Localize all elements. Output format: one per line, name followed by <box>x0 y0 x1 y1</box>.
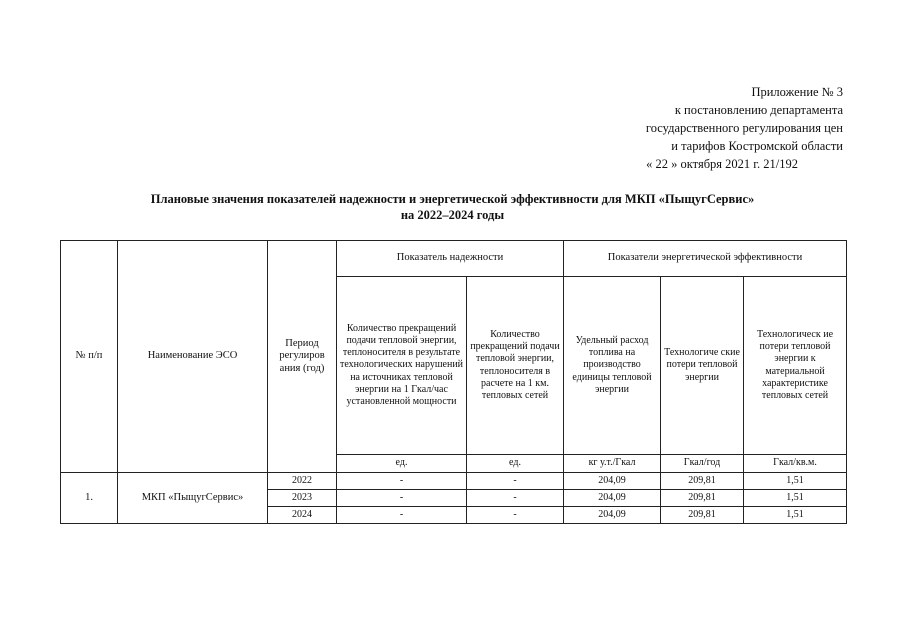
row-fuel: 204,09 <box>564 490 661 507</box>
header-losses: Технологиче ские потери тепловой энергии <box>661 277 744 455</box>
org-name: МКП «ПыщугСервис» <box>118 473 268 524</box>
document-title <box>0 191 905 223</box>
row-fuel: 204,09 <box>564 473 661 490</box>
unit-fuel: кг у.т./Гкал <box>564 455 661 473</box>
header-stops-network: Количество прекращений подачи тепловой энергии, теплоносителя в расчете на 1 км. тепловых сетей <box>467 277 564 455</box>
header-losses-material: Технологическ ие потери тепловой энергии к материальной характеристике тепловых сетей <box>744 277 847 455</box>
row-stops-network: - <box>467 473 564 490</box>
header-num: № п/п <box>61 241 118 473</box>
row-losses: 209,81 <box>661 473 744 490</box>
row-year: 2022 <box>268 473 337 490</box>
row-losses-material: 1,51 <box>744 507 847 524</box>
appendix-line-3: государственного регулирования цен <box>645 121 843 135</box>
row-stops-source: - <box>337 473 467 490</box>
header-period: Период регулиров ания (год) <box>268 241 337 473</box>
appendix-date-line: « 22 » октября 2021 г. 21/192 <box>646 157 798 171</box>
header-efficiency-group: Показатели энергетической эффективности <box>564 241 847 277</box>
row-year: 2024 <box>268 507 337 524</box>
unit-losses: Гкал/год <box>661 455 744 473</box>
row-stops-source: - <box>337 507 467 524</box>
header-reliability-group: Показатель надежности <box>337 241 564 277</box>
appendix-line-4: и тарифов Костромской области <box>671 139 843 153</box>
unit-stops-source: ед. <box>337 455 467 473</box>
header-fuel: Удельный расход топлива на производство единицы тепловой энергии <box>564 277 661 455</box>
header-org-name: Наименование ЭСО <box>118 241 268 473</box>
header-stops-source: Количество прекращений подачи тепловой энергии, теплоносителя в результате технологических нарушений на источниках тепловой энергии на 1 Гкал/час установленной мощности <box>337 277 467 455</box>
row-stops-network: - <box>467 507 564 524</box>
org-num: 1. <box>61 473 118 524</box>
unit-stops-network: ед. <box>467 455 564 473</box>
document-title-line-1: Плановые значения показателей надежности и энергетической эффективности для МКП «ПыщугСервис» <box>150 192 755 206</box>
row-stops-source: - <box>337 490 467 507</box>
row-losses-material: 1,51 <box>744 490 847 507</box>
indicators-table <box>60 240 847 524</box>
row-fuel: 204,09 <box>564 507 661 524</box>
row-losses: 209,81 <box>661 507 744 524</box>
table-row <box>61 473 847 490</box>
row-year: 2023 <box>268 490 337 507</box>
header-row-groups <box>61 241 847 277</box>
appendix-line-2: к постановлению департамента <box>674 103 843 117</box>
row-losses-material: 1,51 <box>744 473 847 490</box>
row-stops-network: - <box>467 490 564 507</box>
row-losses: 209,81 <box>661 490 744 507</box>
appendix-block <box>543 83 843 173</box>
document-title-line-2: на 2022–2024 годы <box>400 208 505 222</box>
unit-losses-material: Гкал/кв.м. <box>744 455 847 473</box>
appendix-line-1: Приложение № 3 <box>751 85 843 99</box>
